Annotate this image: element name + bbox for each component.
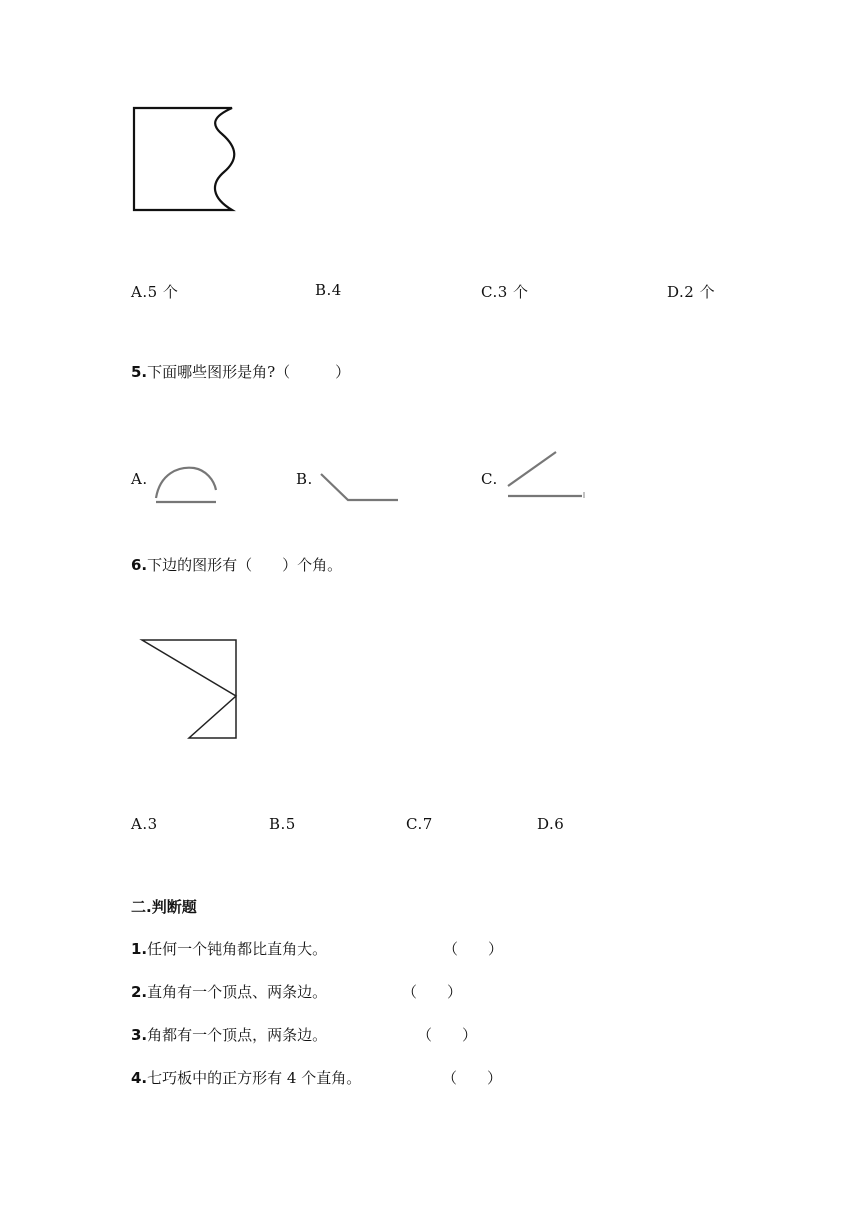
judge-item-4-blank[interactable]: （ ） [442, 1069, 503, 1087]
judge-item-1 [131, 938, 327, 959]
q5-arc-figure [150, 462, 220, 502]
judge-item-3-number: 3. [131, 1026, 148, 1044]
judge-item-1-blank[interactable]: （ ） [443, 940, 504, 958]
q6-number: 6. [131, 556, 148, 574]
q4-option-a[interactable]: A.5 个 [131, 283, 179, 301]
judge-item-2 [131, 981, 327, 1002]
q5-bent-line-figure [318, 470, 408, 510]
q5-text: 下面哪些图形是角?（ ） [147, 363, 351, 381]
judge-item-1-number: 1. [131, 940, 148, 958]
wavy-square-figure [130, 100, 250, 220]
q5-question [131, 361, 350, 382]
q5-open-lines-figure [504, 450, 594, 500]
q6-option-a[interactable]: A.3 [131, 815, 158, 833]
q4-option-d[interactable]: D.2 个 [667, 283, 716, 301]
judge-item-3 [131, 1024, 327, 1045]
q5-option-c[interactable]: C. [481, 470, 498, 488]
q5-number: 5. [131, 363, 148, 381]
judge-item-2-blank[interactable]: （ ） [402, 983, 463, 1001]
judge-item-1-text: 任何一个钝角都比直角大。 [147, 940, 328, 958]
judge-item-4-text: 七巧板中的正方形有 4 个直角。 [147, 1069, 362, 1087]
section-2-title: 二.判断题 [131, 898, 197, 916]
q4-option-c[interactable]: C.3 个 [481, 283, 529, 301]
q6-option-b[interactable]: B.5 [269, 815, 296, 833]
q6-text: 下边的图形有（ ）个角。 [147, 556, 343, 574]
judge-item-3-text: 角都有一个顶点，两条边。 [147, 1026, 328, 1044]
judge-item-2-text: 直角有一个顶点、两条边。 [147, 983, 328, 1001]
q4-option-b[interactable]: B.4 [315, 281, 342, 299]
judge-item-3-blank[interactable]: （ ） [417, 1026, 478, 1044]
q5-option-a[interactable]: A. [131, 470, 148, 488]
q5-option-b[interactable]: B. [296, 470, 313, 488]
q6-option-c[interactable]: C.7 [406, 815, 433, 833]
judge-item-4 [131, 1067, 361, 1088]
judge-item-2-number: 2. [131, 983, 148, 1001]
q6-question [131, 554, 342, 575]
q6-option-d[interactable]: D.6 [537, 815, 565, 833]
judge-item-4-number: 4. [131, 1069, 148, 1087]
q6-angle-figure [138, 636, 248, 746]
